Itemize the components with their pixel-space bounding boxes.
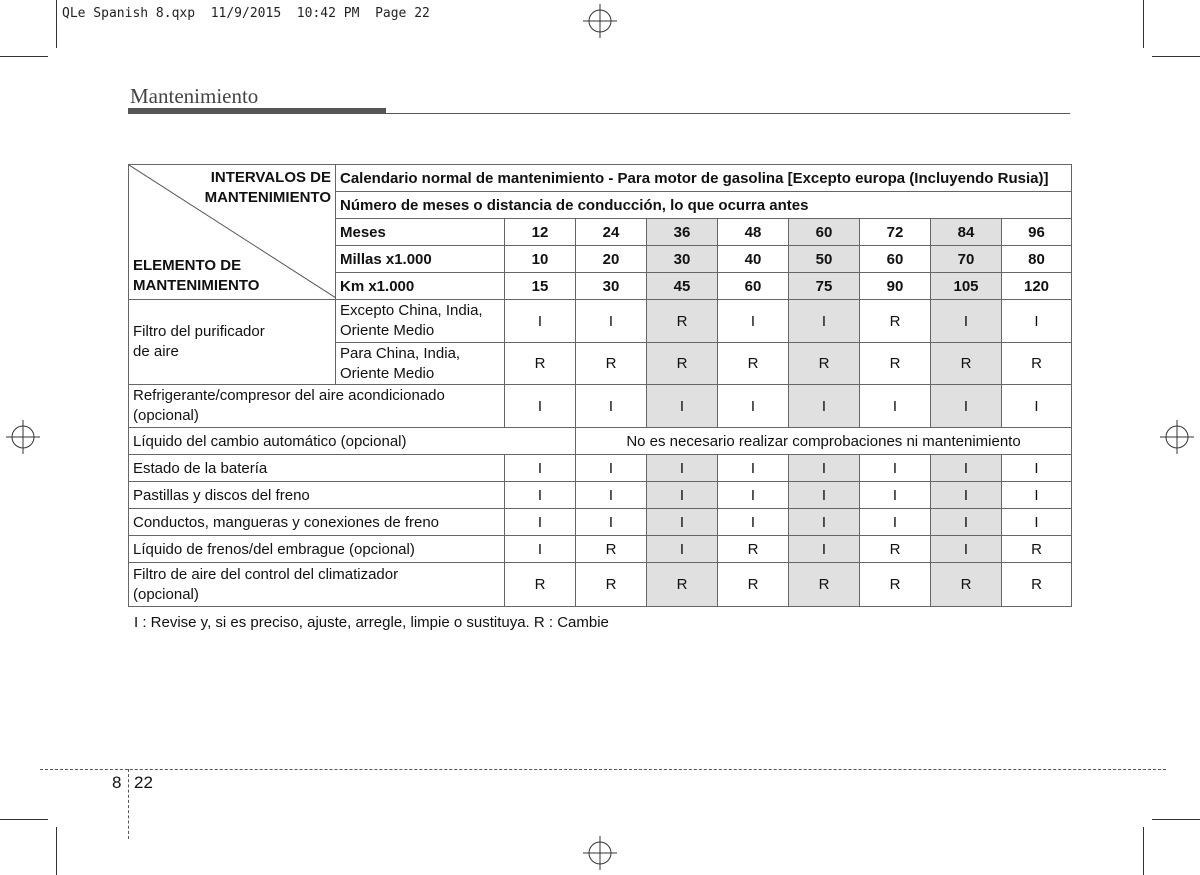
value-cell: I	[505, 536, 576, 563]
interval-cell: 72	[860, 219, 931, 246]
interval-cell: 90	[860, 273, 931, 300]
header-row-label: Km x1.000	[336, 273, 505, 300]
sub-condition-label	[336, 343, 505, 385]
crop-mark	[1143, 0, 1144, 48]
value-cell: R	[860, 343, 931, 385]
corner-element-label	[133, 256, 259, 296]
value-cell: I	[860, 509, 931, 536]
value-cell: I	[505, 509, 576, 536]
value-cell: R	[718, 343, 789, 385]
value-cell: I	[860, 455, 931, 482]
chapter-number: 8	[112, 773, 122, 792]
crop-mark	[1152, 56, 1200, 57]
value-cell: I	[931, 509, 1002, 536]
value-cell: I	[1002, 455, 1072, 482]
interval-cell: 60	[789, 219, 860, 246]
maintenance-table	[128, 164, 1072, 607]
item-label: Conductos, mangueras y conexiones de freno	[129, 509, 505, 536]
interval-cell: 70	[931, 246, 1002, 273]
value-cell: I	[576, 482, 647, 509]
table-row	[129, 509, 1072, 536]
sub-condition-line: Oriente Medio	[340, 322, 435, 339]
page-number: 22	[134, 773, 153, 792]
value-cell: I	[647, 536, 718, 563]
item-label-line: Filtro del purificador	[133, 323, 265, 340]
print-slug: QLe Spanish 8.qxp 11/9/2015 10:42 PM Page 22	[62, 6, 430, 21]
item-label-line: (opcional)	[133, 585, 199, 603]
corner-element-line: ELEMENTO DE	[133, 257, 242, 274]
value-cell: I	[718, 455, 789, 482]
crop-mark	[56, 827, 57, 875]
value-cell: I	[505, 385, 576, 428]
table-row	[129, 536, 1072, 563]
value-cell: I	[860, 482, 931, 509]
table-row	[129, 563, 1072, 607]
value-cell: I	[789, 300, 860, 343]
value-cell: I	[718, 482, 789, 509]
item-label: Estado de la batería	[129, 455, 505, 482]
interval-cell: 24	[576, 219, 647, 246]
sub-condition-line: Para China, India,	[340, 344, 461, 362]
interval-cell: 20	[576, 246, 647, 273]
value-cell: R	[505, 563, 576, 607]
interval-cell: 105	[931, 273, 1002, 300]
value-cell: R	[931, 343, 1002, 385]
item-label: Líquido de frenos/del embrague (opcional)	[129, 536, 505, 563]
value-cell: I	[1002, 509, 1072, 536]
interval-cell: 84	[931, 219, 1002, 246]
value-cell: I	[789, 536, 860, 563]
header-row-label: Meses	[336, 219, 505, 246]
value-cell: I	[789, 509, 860, 536]
registration-mark-icon	[6, 420, 40, 454]
item-label-line: Filtro de aire del control del climatizador	[133, 565, 399, 583]
value-cell: I	[647, 385, 718, 428]
item-label: Líquido del cambio automático (opcional)	[129, 428, 576, 455]
value-cell: I	[505, 455, 576, 482]
crop-mark	[56, 0, 57, 48]
value-cell: I	[931, 455, 1002, 482]
interval-cell: 75	[789, 273, 860, 300]
corner-header-cell	[129, 165, 336, 300]
value-cell: R	[1002, 536, 1072, 563]
interval-cell: 30	[647, 246, 718, 273]
corner-intervals-line: MANTENIMIENTO	[204, 189, 331, 206]
value-cell: I	[789, 482, 860, 509]
value-cell: R	[1002, 343, 1072, 385]
corner-intervals-label	[205, 168, 331, 208]
interval-cell: 36	[647, 219, 718, 246]
registration-mark-icon	[1160, 420, 1194, 454]
value-cell: I	[931, 536, 1002, 563]
value-cell: I	[718, 509, 789, 536]
interval-cell: 10	[505, 246, 576, 273]
value-cell: I	[789, 455, 860, 482]
value-cell: R	[718, 563, 789, 607]
table-row	[129, 385, 1072, 428]
interval-cell: 48	[718, 219, 789, 246]
interval-cell: 15	[505, 273, 576, 300]
value-cell: R	[576, 563, 647, 607]
value-cell: I	[1002, 385, 1072, 428]
interval-cell: 40	[718, 246, 789, 273]
value-cell: I	[576, 385, 647, 428]
value-cell: I	[647, 482, 718, 509]
value-cell: I	[576, 300, 647, 343]
value-cell: I	[1002, 482, 1072, 509]
value-cell: R	[931, 563, 1002, 607]
schedule-subtitle: Número de meses o distancia de conducción, lo que ocurra antes	[336, 192, 1072, 219]
header-rule	[386, 113, 1070, 114]
span-note-cell: No es necesario realizar comprobaciones ni mantenimiento	[576, 428, 1072, 455]
crop-mark	[0, 819, 48, 820]
interval-cell: 12	[505, 219, 576, 246]
value-cell: I	[931, 300, 1002, 343]
interval-cell: 45	[647, 273, 718, 300]
legend-note: I : Revise y, si es preciso, ajuste, arregle, limpie o sustituya. R : Cambie	[134, 614, 609, 631]
table-row	[129, 482, 1072, 509]
value-cell: R	[860, 300, 931, 343]
value-cell: I	[718, 300, 789, 343]
crop-mark	[0, 56, 48, 57]
value-cell: R	[647, 563, 718, 607]
registration-mark-icon	[583, 4, 617, 38]
value-cell: I	[647, 509, 718, 536]
value-cell: R	[860, 536, 931, 563]
item-label: Pastillas y discos del freno	[129, 482, 505, 509]
interval-cell: 50	[789, 246, 860, 273]
value-cell: I	[647, 455, 718, 482]
header-row-label: Millas x1.000	[336, 246, 505, 273]
item-label-line: Refrigerante/compresor del aire acondicionado	[133, 387, 445, 404]
item-label	[129, 385, 505, 428]
interval-cell: 60	[718, 273, 789, 300]
table-row	[129, 455, 1072, 482]
value-cell: I	[576, 509, 647, 536]
item-label	[129, 300, 336, 385]
section-title: Mantenimiento	[130, 84, 259, 108]
header-rule	[128, 108, 386, 114]
value-cell: R	[647, 343, 718, 385]
value-cell: R	[576, 343, 647, 385]
interval-cell: 80	[1002, 246, 1072, 273]
corner-intervals-line: INTERVALOS DE	[210, 169, 331, 186]
value-cell: R	[718, 536, 789, 563]
item-label-line: (opcional)	[133, 407, 199, 424]
schedule-title: Calendario normal de mantenimiento - Para motor de gasolina [Excepto europa (Incluyendo Rusia)]	[336, 165, 1072, 192]
footer-divider	[128, 769, 129, 839]
interval-cell: 30	[576, 273, 647, 300]
value-cell: R	[1002, 563, 1072, 607]
table-row	[129, 300, 1072, 343]
sub-condition-label	[336, 300, 505, 343]
value-cell: R	[860, 563, 931, 607]
value-cell: I	[576, 455, 647, 482]
value-cell: R	[647, 300, 718, 343]
corner-element-line: MANTENIMIENTO	[133, 277, 260, 294]
value-cell: I	[1002, 300, 1072, 343]
crop-mark	[1143, 827, 1144, 875]
value-cell: I	[505, 300, 576, 343]
footer-divider	[40, 769, 1166, 770]
value-cell: I	[931, 385, 1002, 428]
value-cell: I	[718, 385, 789, 428]
value-cell: R	[789, 343, 860, 385]
interval-cell: 120	[1002, 273, 1072, 300]
value-cell: I	[789, 385, 860, 428]
value-cell: I	[931, 482, 1002, 509]
sub-condition-line: Oriente Medio	[340, 364, 435, 382]
crop-mark	[1152, 819, 1200, 820]
item-label-line: de aire	[133, 343, 179, 360]
value-cell: R	[576, 536, 647, 563]
interval-cell: 60	[860, 246, 931, 273]
value-cell: I	[505, 482, 576, 509]
table-row	[129, 428, 1072, 455]
value-cell: R	[789, 563, 860, 607]
registration-mark-icon	[583, 836, 617, 870]
item-label	[129, 563, 505, 607]
value-cell: R	[505, 343, 576, 385]
value-cell: I	[860, 385, 931, 428]
sub-condition-line: Excepto China, India,	[340, 302, 483, 319]
interval-cell: 96	[1002, 219, 1072, 246]
